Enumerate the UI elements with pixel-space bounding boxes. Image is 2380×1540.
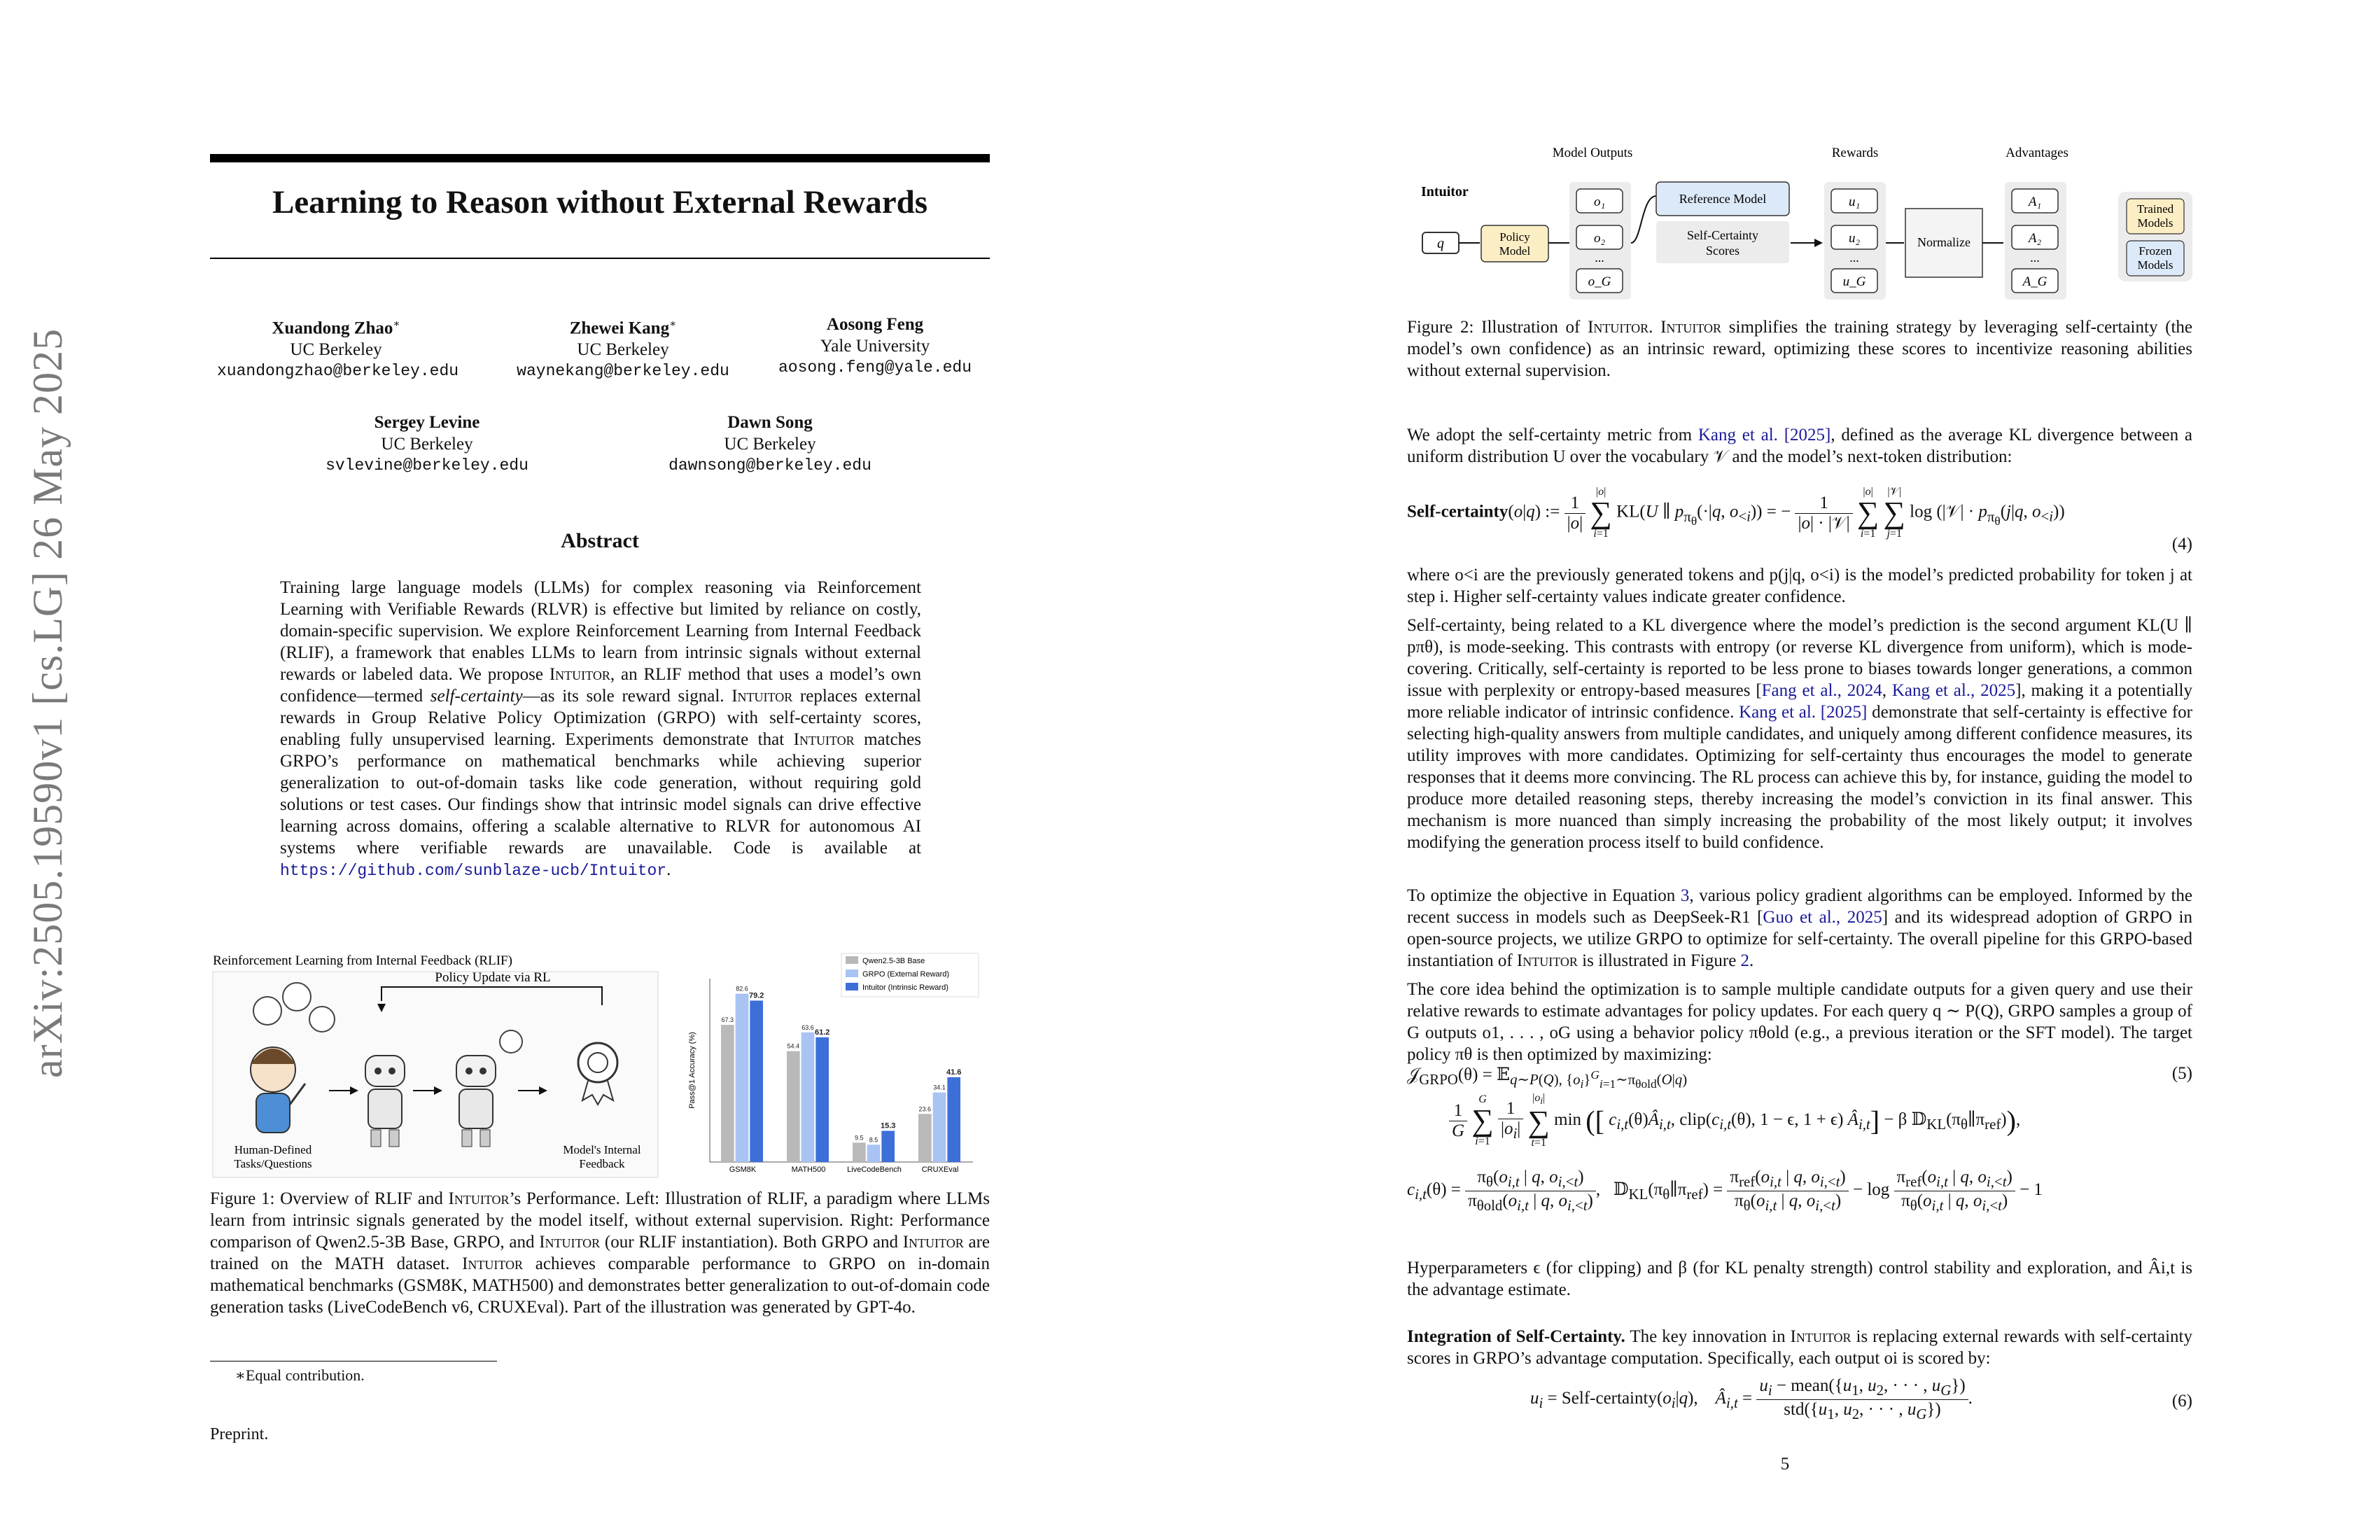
equation-ref-link[interactable]: 3 xyxy=(1680,886,1690,905)
y-axis-label: Pass@1 Accuracy (%) xyxy=(688,1032,696,1109)
author-block xyxy=(308,412,546,477)
figure-ref-link[interactable]: 2 xyxy=(1740,951,1750,970)
right-page xyxy=(1190,0,2380,1540)
chart-bars xyxy=(721,986,961,1162)
svg-text:o₁: o₁ xyxy=(1593,195,1606,209)
x-tick-label: LiveCodeBench xyxy=(847,1166,902,1174)
title-top-rule xyxy=(210,154,990,162)
paragraph: where o<i are the previously generated tokens and p(j|q, o<i) is the model’s predicted probability for token j at step i. Higher self-certainty values indicate greater confidence. xyxy=(1407,566,2192,606)
svg-text:Policy: Policy xyxy=(1499,230,1530,244)
data-label: 8.5 xyxy=(869,1136,878,1144)
author-block xyxy=(756,314,994,379)
human-label-1: Human-Defined xyxy=(234,1143,312,1156)
abstract-text: Training large language models (LLMs) for complex reasoning via Reinforcement Learning with Verifiable Rewards (RLVR) is effective but limited by reliance on costly, domain-specific supervision. We explore Reinforcement Learning from Internal Feedback (RLIF), a framework that enables LLMs to learn from intrinsic signals without external rewards or labeled data. We propose Intuitor, an RLIF method that uses a model’s own confidence—termed self-certainty—as its sole reward signal. Intuitor replaces external rewards in Group Relative Policy Optimization (GRPO) with self-certainty scores, enabling fully unsupervised learning. Experiments demonstrate that Intuitor matches GRPO’s performance on mathematical benchmarks while achieving superior generalization to out-of-domain tasks like code generation, without requiring gold solutions or test cases. Our findings show that intrinsic model signals can drive effective learning across domains, offering a scalable alternative to RLVR for autonomous AI systems where verifiable rewards are unavailable. Code is available at https://github.com/sunblaze-ucb/Intuitor. xyxy=(280,578,921,880)
bar xyxy=(721,1025,734,1162)
author-affiliation: UC Berkeley xyxy=(290,340,382,360)
svg-text:Model: Model xyxy=(1499,244,1531,258)
paragraph: We adopt the self-certainty metric from Kang et al. [2025], defined as the average KL divergence between a uniform distribution U over the vocabulary 𝒱 and the model’s next-token distribution: xyxy=(1407,426,2192,466)
code-link[interactable]: https://github.com/sunblaze-ucb/Intuitor xyxy=(280,862,667,880)
paragraph: The core idea behind the optimization is to sample multiple candidate outputs for a given query and use their relative rewards to estimate advantages for policy updates. For each query q ∼ P(Q), GRPO samples a group of G outputs o1, . . . , oG using a behavior policy πθold (e.g., a previous iteration or the SFT model). The target policy πθ is then optimized by maximizing: xyxy=(1407,980,2192,1064)
chart-legend xyxy=(841,953,979,997)
data-label: 34.1 xyxy=(933,1084,946,1091)
footnote-rule xyxy=(210,1361,497,1362)
bar xyxy=(802,1032,815,1162)
paragraph: To optimize the objective in Equation 3, various policy gradient algorithms can be employed. Informed by the recent success in models such as DeepSeek-R1 [Guo et al., 2025] and its widespread adoption of GRPO in open-source projects, we utilize GRPO to optimize for self-certainty. The overall pipeline for this GRPO-based instantiation of Intuitor is illustrated in Figure 2. xyxy=(1407,886,2193,970)
paragraph: Hyperparameters ϵ (for clipping) and β (for KL penalty strength) control stability and exploration, and Âi,t is the advantage estimate. xyxy=(1407,1259,2192,1299)
svg-text:A_G: A_G xyxy=(2022,274,2047,289)
bar xyxy=(867,1144,881,1162)
x-tick-label: GSM8K xyxy=(729,1166,757,1174)
legend-swatch xyxy=(846,983,858,990)
paragraph: Self-certainty, being related to a KL divergence where the model’s prediction is the second argument KL(U ∥ pπθ), is mode-seeking. This contrasts with entropy (or reverse KL divergence from uniform), which is mode-covering. Critically, self-certainty is reported to be less prone to biases towards longer generations, a common issue with perplexity or entropy-based measures [Fang et al., 2024, Kang et al., 2025], making it a potentially more reliable indicator of intrinsic confidence. Kang et al. [2025] demonstrate that self-certainty is effective for selecting high-quality answers from multiple candidates, and uniquely among different confidence measures, its utility improves with more candidates. Optimizing for self-certainty thus encourages the model to generate responses that it deems more convincing. The RL process can achieve this by, for instance, guiding the model to produce more detailed reasoning steps, thereby increasing the model’s conviction in its final answer. This mechanism is more nuanced than simply increasing the probability of the most likely output; it involves modifying the generation process itself to build confidence. xyxy=(1407,616,2193,852)
rewards-header: Rewards xyxy=(1831,146,1879,160)
intuitor-label: Intuitor xyxy=(1421,184,1469,200)
citation-link[interactable]: Fang et al., 2024 xyxy=(1761,681,1882,700)
x-tick-label: MATH500 xyxy=(791,1166,826,1174)
intuitor-pipeline-diagram xyxy=(1407,140,2198,301)
svg-text:q: q xyxy=(1437,236,1444,251)
svg-text:u₁: u₁ xyxy=(1848,195,1861,209)
equal-contribution-mark: ∗ xyxy=(669,318,677,330)
bar xyxy=(918,1114,932,1162)
preprint-label: Preprint. xyxy=(210,1425,269,1443)
figure-2-caption: Figure 2: Illustration of Intuitor. Intuitor simplifies the training strategy by leveraging self-certainty (the model’s own confidence) as an intrinsic reward, optimizing these scores to incentivize reasoning abilities without external supervision. xyxy=(1407,318,2193,380)
bar xyxy=(881,1130,895,1162)
author-affiliation: Yale University xyxy=(820,337,930,356)
figure-2 xyxy=(1407,140,2198,301)
equation-number: (5) xyxy=(2171,1064,2192,1083)
arxiv-identifier: arXiv:2505.19590v1 [cs.LG] 26 May 2025 xyxy=(24,328,71,1078)
equation-number: (4) xyxy=(2171,535,2192,554)
svg-text:...: ... xyxy=(1849,251,1859,265)
title-bottom-rule xyxy=(210,258,990,259)
svg-text:u_G: u_G xyxy=(1842,274,1866,289)
advantages-header: Advantages xyxy=(2005,146,2068,160)
author-block xyxy=(651,412,889,477)
equal-contribution-mark: ∗ xyxy=(393,318,400,330)
svg-text:A₁: A₁ xyxy=(2028,195,2042,209)
svg-text:Scores: Scores xyxy=(1706,244,1740,258)
svg-text:A₂: A₂ xyxy=(2028,231,2042,246)
bar xyxy=(853,1142,866,1162)
author-name: Xuandong Zhao xyxy=(272,318,393,338)
equation-4: Self-certainty(o|q) := $\frac{1}{|o|}$ |o| ∑ i=1 KL(U ∥ $p_{\pi_\theta}(\cdot|q$, $o_{<i}$)) = − $\frac{1}{\text{|o| · |𝒱|}}$ |o| ∑ i=1 |𝒱| ∑ j=1 log (|𝒱| · $p_{\pi_\theta}(j|q$, $o_{<i}$)) (4) xyxy=(1407,486,2192,554)
legend-swatch xyxy=(846,956,858,964)
citation-link[interactable]: Kang et al. [2025] xyxy=(1698,426,1831,444)
author-email[interactable]: aosong.feng@yale.edu xyxy=(778,358,972,377)
equation-5: 𝒥$_{GRPO}$(θ) = 𝔼$_{q\sim P(Q), \{o_i\}^G_{i=1}\sim\pi_{\theta old}(O|q)}$ (5) $\frac{1}{G}$ G ∑ i=1 $\frac{1}{|o_i|}$ $|o_i|$ ∑ t=1 min ([ $c_{i,t}(\theta)Â_{i,t}$, $clip(c_{i,t}(\theta)$, 1 − ϵ, 1 + ϵ) $Â_{i,t}] - \beta$ $𝔻_{KL}(\pi_\theta\parallel\pi_{ref})$), $c_{i,t}(\theta)$ = $\frac{\pi_\theta(o_{i,t} | q, o_{i,<t})}{\pi_{\theta old}(o_{i,t} | q, o_{i,<t})}$ , $𝔻_{KL}(\pi_\theta\parallel\pi_{ref})$ = $\frac{\pi_{ref}(o_{i,t} | q, o_{i,<t})}{\pi_\theta(o_{i,t} | q, o_{i,<t})}$ − log $\frac{\pi_{ref}(o_{i,t} | q, o_{i,<t})}{\pi_\theta(o_{i,t} | q, o_{i,<t})}$ − 1 xyxy=(1407,1064,2192,1214)
author-email[interactable]: dawnsong@berkeley.edu xyxy=(668,456,872,475)
svg-text:Models: Models xyxy=(2137,216,2174,230)
svg-text:Frozen: Frozen xyxy=(2138,244,2172,258)
legend-label: GRPO (External Reward) xyxy=(862,970,950,979)
author-affiliation: UC Berkeley xyxy=(577,340,669,360)
human-label-2: Tasks/Questions xyxy=(234,1157,312,1170)
legend-label: Intuitor (Intrinsic Reward) xyxy=(862,983,948,992)
data-label: 61.2 xyxy=(814,1028,830,1037)
data-label: 41.6 xyxy=(946,1068,962,1077)
author-email[interactable]: waynekang@berkeley.edu xyxy=(517,362,729,381)
legend-swatch xyxy=(846,969,858,977)
svg-text:u₂: u₂ xyxy=(1848,231,1861,246)
bar xyxy=(947,1077,960,1162)
data-label: 15.3 xyxy=(880,1121,896,1130)
svg-text:o₂: o₂ xyxy=(1593,231,1606,246)
figure-1 xyxy=(210,951,990,1179)
data-label: 82.6 xyxy=(736,985,748,993)
figure-1-caption: Figure 1: Overview of RLIF and Intuitor’s Performance. Left: Illustration of RLIF, a paradigm where LLMs learn from intrinsic signals generated by the model itself, without external supervision. Right: Performance comparison of Qwen2.5-3B Base, GRPO, and Intuitor (our RLIF instantiation). Both GRPO and Intuitor are trained on the MATH dataset. Intuitor achieves comparable performance to GRPO on in-domain mathematical benchmarks (GSM8K, MATH500) and demonstrates better generalization to out-of-domain code generation tasks (LiveCodeBench v6, CRUXEval). Part of the illustration was generated by GPT-4o. xyxy=(210,1189,990,1317)
bar xyxy=(933,1093,946,1162)
svg-text:o_G: o_G xyxy=(1588,274,1611,289)
model-outputs-header: Model Outputs xyxy=(1552,146,1633,160)
bar xyxy=(787,1051,800,1162)
svg-text:Reference Model: Reference Model xyxy=(1679,192,1767,206)
author-name: Zhewei Kang xyxy=(569,318,670,338)
svg-text:Normalize: Normalize xyxy=(1917,235,1970,249)
rlif-panel-title: Reinforcement Learning from Internal Feedback (RLIF) xyxy=(213,953,512,968)
svg-text:Trained: Trained xyxy=(2136,202,2174,216)
paper-title: Learning to Reason without External Rewards xyxy=(272,184,928,220)
data-label: 23.6 xyxy=(918,1105,932,1113)
data-label: 9.5 xyxy=(855,1134,864,1142)
author-name: Aosong Feng xyxy=(826,315,924,334)
author-affiliation: UC Berkeley xyxy=(381,435,473,454)
citation-link[interactable]: Guo et al., 2025 xyxy=(1763,908,1882,927)
legend-label: Qwen2.5-3B Base xyxy=(862,957,925,965)
footnote: ∗Equal contribution. xyxy=(235,1366,365,1384)
feedback-label-1: Model's Internal xyxy=(563,1143,641,1156)
author-block xyxy=(504,314,742,382)
citation-link[interactable]: Kang et al. [2025] xyxy=(1739,703,1868,722)
data-label: 79.2 xyxy=(748,991,764,1000)
citation-link[interactable]: Kang et al., 2025 xyxy=(1891,681,2016,700)
svg-text:Self-Certainty: Self-Certainty xyxy=(1687,228,1758,242)
bar xyxy=(816,1037,829,1162)
x-tick-label: CRUXEval xyxy=(921,1166,959,1174)
author-name: Dawn Song xyxy=(727,413,813,432)
svg-text:...: ... xyxy=(2030,251,2040,265)
author-affiliation: UC Berkeley xyxy=(724,435,816,454)
page-number: 5 xyxy=(1780,1455,1790,1474)
author-email[interactable]: svlevine@berkeley.edu xyxy=(326,456,528,475)
abstract-heading: Abstract xyxy=(561,529,639,552)
svg-text:Models: Models xyxy=(2137,258,2174,272)
author-email[interactable]: xuandongzhao@berkeley.edu xyxy=(217,362,459,381)
bar xyxy=(736,994,749,1162)
equation-number: (6) xyxy=(2171,1392,2192,1410)
policy-update-label: Policy Update via RL xyxy=(435,970,551,985)
author-block xyxy=(217,314,459,382)
data-label: 54.4 xyxy=(787,1042,800,1050)
svg-text:...: ... xyxy=(1595,251,1604,265)
author-name: Sergey Levine xyxy=(374,413,480,432)
paragraph: Integration of Self-Certainty. The key innovation in Intuitor is replacing external rewards with self-certainty scores in GRPO’s advantage computation. Specifically, each output oi is scored by: xyxy=(1407,1327,2192,1368)
feedback-label-2: Feedback xyxy=(579,1157,625,1170)
data-label: 63.6 xyxy=(802,1023,814,1031)
performance-bar-chart xyxy=(686,951,980,1179)
data-label: 67.3 xyxy=(721,1016,734,1024)
equation-6: $u_i$ = Self-$certainty(o_i|q)$, $Â_{i,t}$ = $\frac{u_i - mean(\{u_1, u_2, \cdot \cdot \cdot , u_G\})}{std(\{u_1, u_2, \cdot \cdot \cdot , u_G\})}$ . (6) xyxy=(1530,1376,2192,1422)
bar xyxy=(750,1000,763,1162)
